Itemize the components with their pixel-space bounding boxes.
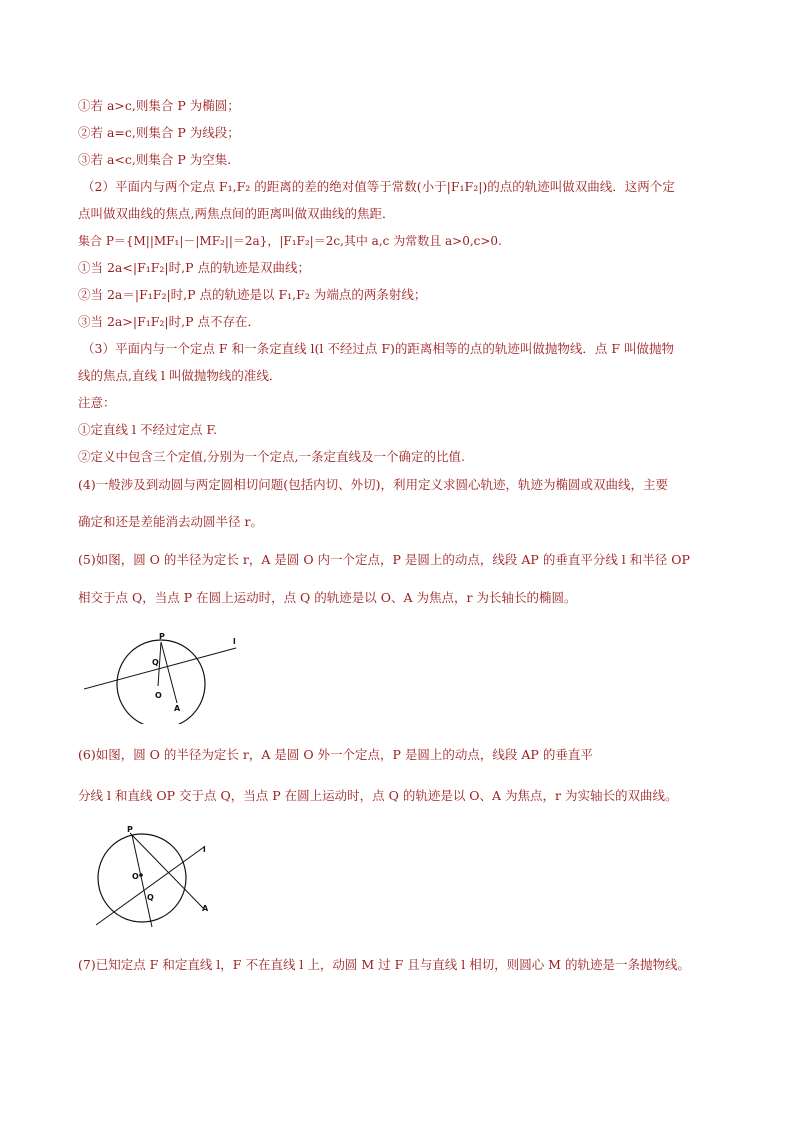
segment-ap: [161, 642, 177, 703]
text-line: ②若 a=c,则集合 P 为线段；: [78, 125, 240, 140]
text-line: (7)已知定点 F 和定直线 l，F 不在直线 l 上，动圆 M 过 F 且与直线 l 相切，则圆心 M 的轨迹是一条抛物线。: [78, 957, 690, 972]
label-l: l: [233, 637, 236, 646]
text-line: 集合 P＝{M||MF₁|－|MF₂||＝2a}，|F₁F₂|＝2c,其中 a,c 为常数且 a>0,c>0.: [78, 234, 502, 248]
text-line: 确定和还是差能消去动圆半径 r。: [78, 514, 263, 529]
label-o: O: [132, 872, 139, 881]
perpendicular-bisector-l: [96, 847, 204, 925]
text-line: 注意：: [78, 395, 116, 410]
text-line: (5)如图，圆 O 的半径为定长 r，A 是圆 O 内一个定点，P 是圆上的动点，线段 AP 的垂直平分线 l 和半径 OP: [78, 552, 690, 567]
text-line: ①当 2a<|F₁F₂|时,P 点的轨迹是双曲线；: [78, 260, 311, 275]
text-line: ③若 a<c,则集合 P 为空集.: [78, 152, 232, 167]
text-line: ①若 a>c,则集合 P 为椭圆；: [78, 98, 240, 113]
text-line: (6)如图，圆 O 的半径为定长 r，A 是圆 O 外一个定点，P 是圆上的动点，线段 AP 的垂直平: [78, 747, 593, 762]
circle-o: [117, 640, 205, 724]
line-op: [132, 835, 152, 927]
text-line: ②定义中包含三个定值,分别为一个定点,一条定直线及一个确定的比值.: [78, 449, 465, 464]
text-line: 相交于点 Q，当点 P 在圆上运动时，点 Q 的轨迹是以 O、A 为焦点，r 为长轴长的椭圆。: [78, 590, 577, 605]
text-line: ②当 2a＝|F₁F₂|时,P 点的轨迹是以 F₁,F₂ 为端点的两条射线；: [78, 287, 427, 302]
text-line: （2）平面内与两个定点 F₁,F₂ 的距离的差的绝对值等于常数(小于|F₁F₂|)的点的轨迹叫做双曲线．这两个定: [82, 179, 675, 194]
label-p: P: [127, 825, 133, 834]
figure-hyperbola: [92, 825, 222, 935]
label-a: A: [174, 704, 181, 713]
label-o: O: [155, 691, 162, 700]
text-line: 分线 l 和直线 OP 交于点 Q，当点 P 在圆上运动时，点 Q 的轨迹是以 O、A 为焦点，r 为实轴长的双曲线。: [78, 788, 678, 803]
label-l: l: [203, 845, 206, 854]
text-line: ③当 2a>|F₁F₂|时,P 点不存在．: [78, 314, 261, 329]
figure-ellipse: [84, 628, 244, 724]
text-line: (4)一般涉及到动圆与两定圆相切问题(包括内切、外切)，利用定义求圆心轨迹，轨迹为椭圆或双曲线，主要: [78, 477, 668, 492]
label-q: Q: [152, 658, 159, 667]
text-line: ①定直线 l 不经过定点 F.: [78, 422, 218, 437]
label-q: Q: [147, 893, 154, 902]
text-line: 点叫做双曲线的焦点,两焦点间的距离叫做双曲线的焦距．: [78, 206, 395, 221]
text-line: （3）平面内与一个定点 F 和一条定直线 l(l 不经过点 F)的距离相等的点的轨迹叫做抛物线．点 F 叫做抛物: [82, 341, 675, 356]
text-line: 线的焦点,直线 l 叫做抛物线的准线．: [78, 368, 282, 383]
center-point-o: [139, 873, 143, 877]
label-a: A: [202, 904, 209, 913]
segment-ap: [130, 833, 204, 909]
label-p: P: [159, 632, 165, 641]
circle-o: [98, 834, 186, 922]
